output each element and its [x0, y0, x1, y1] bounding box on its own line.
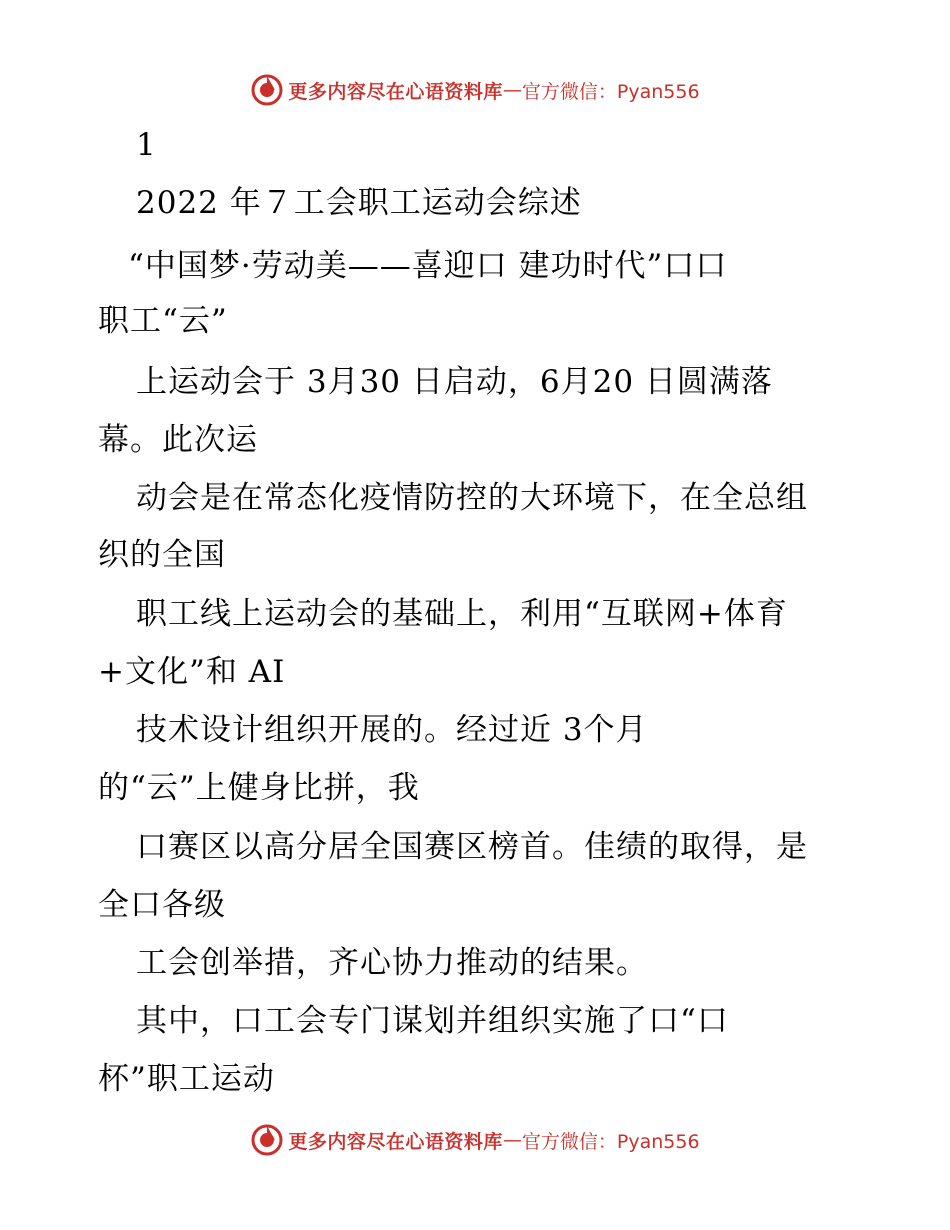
text-line: 织的全国: [98, 537, 226, 573]
text-line: 杯”职工运动: [98, 1061, 275, 1097]
text-line: 的“云”上健身比拼，我: [98, 770, 420, 806]
footer-banner: [0, 1120, 950, 1160]
text-line: +文化”和 AI: [98, 654, 286, 690]
banner-wechat-text: 官方微信：Pyan556: [521, 1130, 700, 1153]
text-line: 动会是在常态化疫情防控的大环境下，在全总组: [136, 480, 808, 516]
text-line: 口赛区以高分居全国赛区榜首。佳绩的取得，是: [136, 829, 808, 865]
text-line: 工会创举措，齐心协力推动的结果。: [136, 945, 648, 981]
text-line: 其中，口工会专门谋划并组织实施了口“口: [136, 1003, 729, 1039]
banner-dash: —: [502, 1129, 522, 1151]
banner-main-text: 更多内容尽在心语资料库: [288, 80, 503, 103]
banner-dash: —: [502, 79, 522, 101]
text-line: “中国梦·劳动美——喜迎口 建功时代”口口: [128, 248, 728, 284]
text-line: 技术设计组织开展的。经过近 3个月: [136, 712, 648, 748]
text-line: 幕。此次运: [98, 422, 258, 458]
page-number: 1: [136, 127, 157, 163]
banner-main-text: 更多内容尽在心语资料库: [288, 1130, 503, 1153]
brand-logo-icon: [250, 73, 284, 107]
banner-wechat-text: 官方微信：Pyan556: [521, 80, 700, 103]
document-title: 2022 年７工会职工运动会综述: [136, 185, 582, 221]
text-line: 职工线上运动会的基础上，利用“互联网+体育: [136, 596, 788, 632]
text-line: 上运动会于 3月30 日启动，6月20 日圆满落: [136, 364, 773, 400]
text-line: 职工“云”: [98, 303, 228, 339]
brand-logo-icon: [250, 1123, 284, 1157]
text-line: 全口各级: [98, 887, 226, 923]
header-banner: [0, 70, 950, 110]
